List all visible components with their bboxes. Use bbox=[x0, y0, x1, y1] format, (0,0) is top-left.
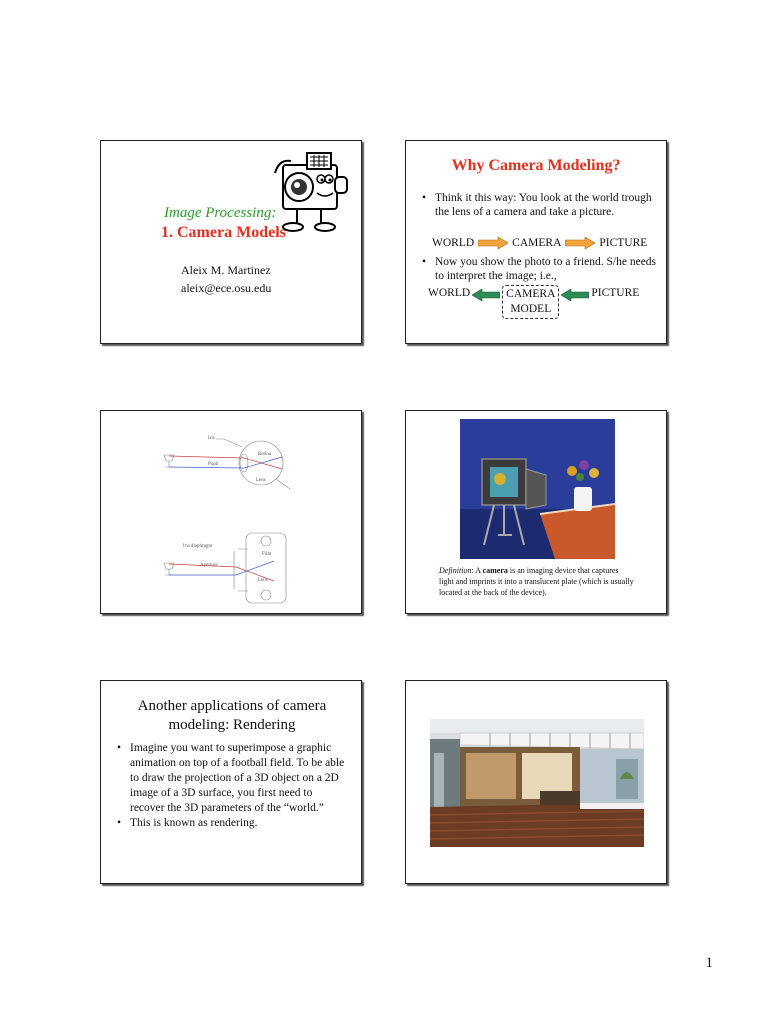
label-film: Film bbox=[262, 552, 272, 557]
definition-label: Definition bbox=[439, 566, 472, 575]
author-name: Aleix M. Martinez bbox=[181, 263, 271, 277]
label-iris-diaphragm: Iris diaphragm bbox=[183, 544, 213, 549]
slide-rendered-house bbox=[405, 680, 667, 884]
author-email: aleix@ece.osu.edu bbox=[181, 281, 272, 295]
label-iris: Iris bbox=[208, 436, 215, 441]
label-lens: Lens bbox=[256, 478, 266, 483]
label-aperture: Aperture bbox=[200, 563, 218, 568]
slide-eye-camera-diagram bbox=[100, 410, 362, 614]
definition-term: camera bbox=[482, 566, 508, 575]
definition-text: : A bbox=[471, 566, 483, 575]
slide-subtitle: Image Processing: bbox=[164, 205, 277, 221]
definition-caption bbox=[439, 565, 634, 598]
slide-why-camera-modeling bbox=[405, 140, 667, 344]
slide-camera-definition bbox=[405, 410, 667, 614]
bullet-item: • This is known as rendering. bbox=[117, 816, 349, 831]
slide-heading: Why Camera Modeling? bbox=[451, 157, 621, 174]
right-arrow-icon bbox=[565, 237, 595, 249]
flow-world: WORLD bbox=[432, 237, 475, 249]
bullet-list bbox=[117, 741, 349, 831]
flow-picture: PICTURE bbox=[591, 287, 640, 299]
page-number: 1 bbox=[705, 955, 713, 971]
flow-camera: CAMERA bbox=[506, 288, 556, 300]
bullet-item: • Think it this way: You look at the world trough the lens of a camera and take a picture. bbox=[422, 191, 652, 219]
flow-model: MODEL bbox=[510, 303, 552, 315]
slide-heading: Another applications of camera modeling: Rendering bbox=[137, 698, 327, 733]
camera-cartoon-icon bbox=[269, 143, 351, 235]
flow-world: WORLD bbox=[428, 287, 471, 299]
label-pupil: Pupil bbox=[208, 462, 219, 467]
flow-picture: PICTURE bbox=[599, 237, 648, 249]
left-arrow-icon bbox=[472, 289, 500, 301]
camera-model-box bbox=[502, 285, 559, 319]
slide-title bbox=[100, 140, 362, 344]
bullet-list bbox=[422, 255, 657, 283]
flow-backward bbox=[428, 285, 639, 319]
label-lens2: Lens bbox=[258, 578, 268, 583]
flow-forward bbox=[432, 237, 647, 249]
bullet-item: • Now you show the photo to a friend. S/he needs to interpret the image; i.e., bbox=[422, 255, 657, 283]
bullet-list bbox=[422, 191, 652, 219]
rendered-house-image bbox=[430, 719, 644, 847]
left-arrow-icon bbox=[561, 289, 589, 301]
slide-rendering bbox=[100, 680, 362, 884]
definition-text: is an imaging device that captures light and imprints it into a translucent plate (which is usually located at the back of the device). bbox=[439, 566, 634, 597]
flow-camera: CAMERA bbox=[512, 237, 562, 249]
slide-title-text: 1. Camera Models bbox=[161, 224, 286, 241]
label-retina: Retina bbox=[258, 452, 272, 457]
right-arrow-icon bbox=[478, 237, 508, 249]
camera-photo bbox=[460, 419, 615, 559]
eye-camera-diagram bbox=[156, 429, 321, 609]
bullet-item: • Imagine you want to superimpose a graphic animation on top of a football field. To be able to draw the projection of a 3D object on a 2D image of a 3D surface, you first need to recover the 3D parameters of the “world.” bbox=[117, 741, 349, 816]
